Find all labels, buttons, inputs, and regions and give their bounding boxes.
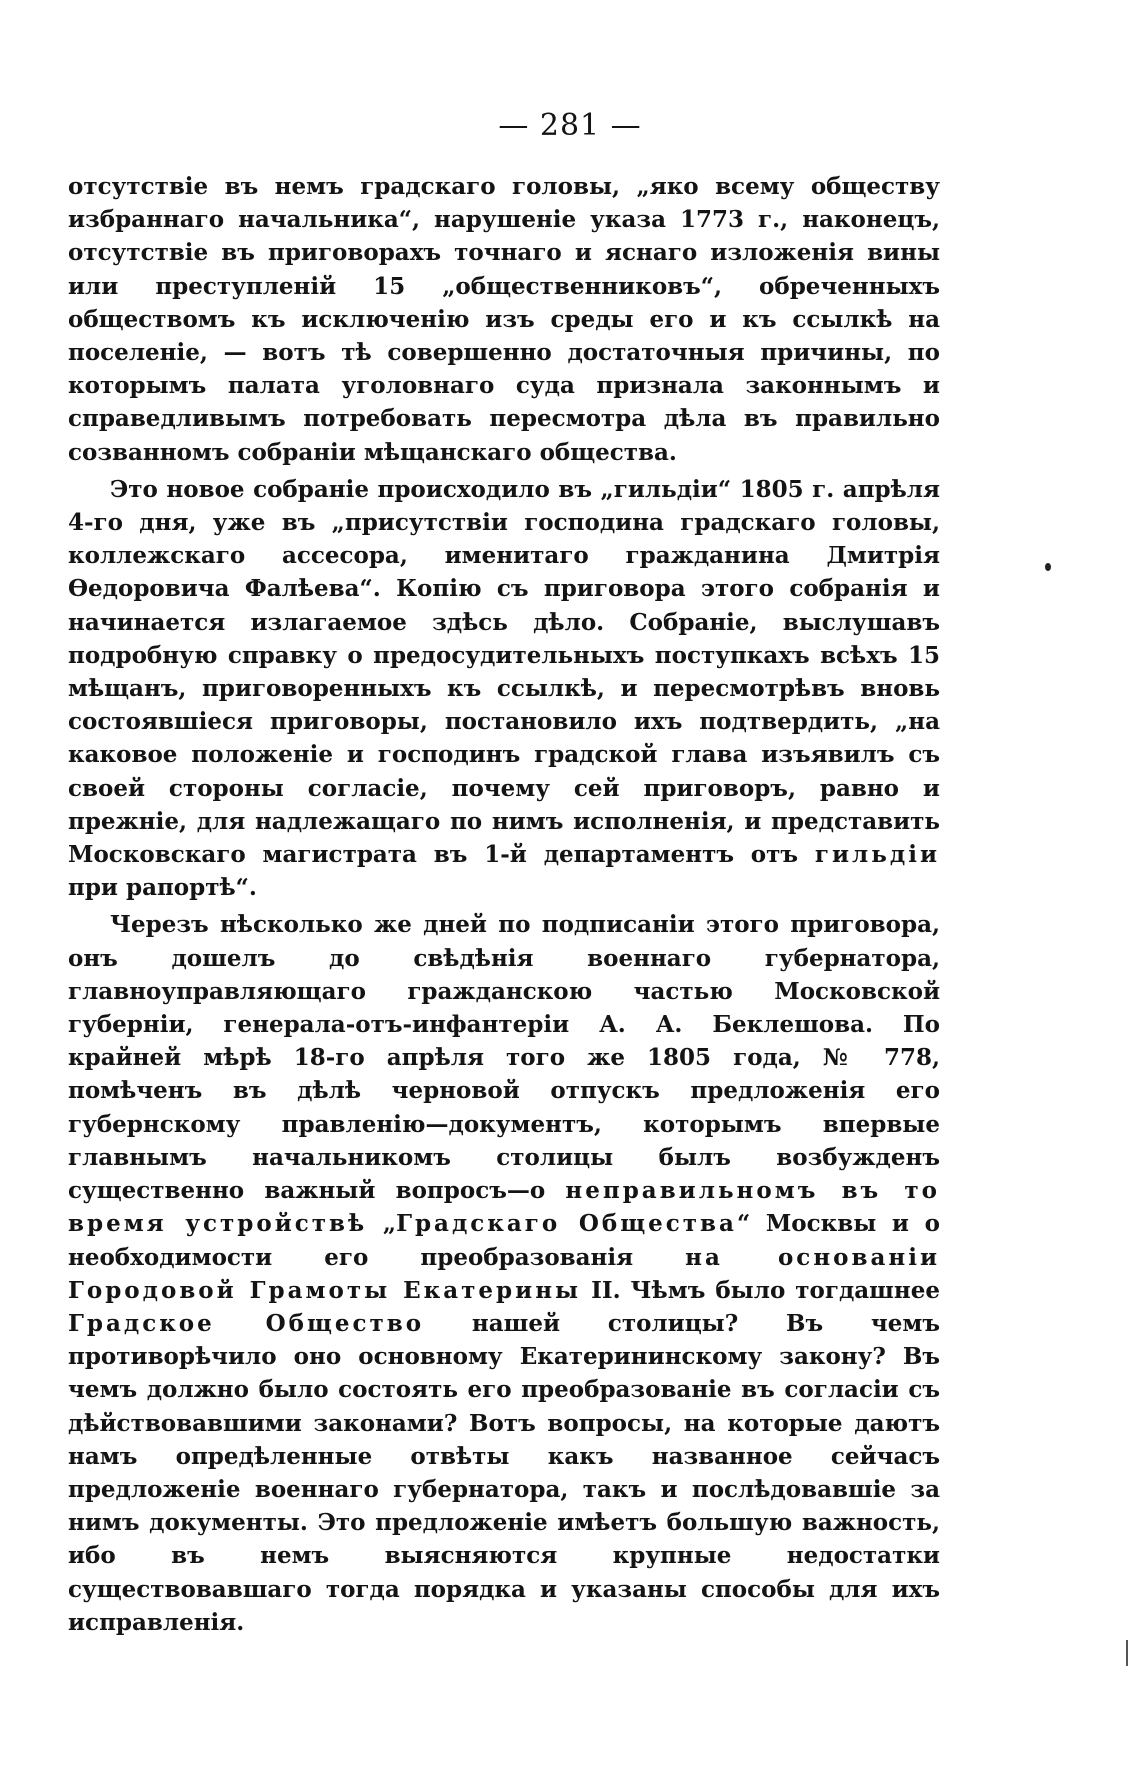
spaced-emphasis: на основаніи Городовой Грамоты Екатерины <box>68 1243 941 1304</box>
text-run: “ Москвы и о необходимости его преобразованія <box>68 1210 940 1271</box>
page-number: — 281 — <box>498 108 642 143</box>
text-run: нашей столицы? Въ чемъ противорѣчило оно основному Екатерининскому закону? Въ чемъ должно было состоять его преобразованіе въ согласіи съ дѣйствовавшими законами? Вотъ вопросы, на которые даютъ намъ опредѣленные отвѣты какъ названное сейчасъ предложеніе военнаго губернатора, такъ и послѣдовавшіе за нимъ документы. Это предложеніе имѣетъ большую важность, ибо въ немъ выясняются крупные недостатки существовавшаго тогда порядка и указаны способы для ихъ исправленія. <box>68 1309 940 1636</box>
spaced-emphasis: Градское Общество <box>68 1309 425 1337</box>
text-run: „ <box>367 1210 397 1238</box>
paragraph-2 <box>68 473 940 905</box>
text-run: II. Чѣмъ было тогдашнее <box>581 1276 940 1304</box>
text-run: отсутствіе въ немъ градскаго головы, „яко всему обществу избраннаго начальника“, нарушеніе указа 1773 г., наконецъ, отсутствіе въ приговорахъ точнаго и яснаго изложенія вины или преступленій 15 „общественниковъ“, обреченныхъ обществомъ къ исключенію изъ среды его и къ ссылкѣ на поселеніе, — вотъ тѣ совершенно достаточныя причины, по которымъ палата уголовнаго суда признала законнымъ и справедливымъ потребовать пересмотра дѣла въ правильно созванномъ собраніи мѣщанскаго общества. <box>68 173 940 466</box>
text-run: при рапортѣ“. <box>68 874 257 902</box>
body-text <box>68 170 940 1639</box>
spaced-emphasis: Градскаго Общества <box>396 1210 737 1238</box>
paragraph-1 <box>68 170 940 469</box>
margin-dot-mark <box>1045 563 1051 571</box>
spaced-emphasis: неправильномъ въ то время устройствѣ <box>68 1177 941 1238</box>
edge-scan-mark <box>1126 1640 1128 1666</box>
spaced-emphasis: гильдіи <box>814 841 940 869</box>
text-run: Черезъ нѣсколько же дней по подписаніи этого приговора, онъ дошелъ до свѣдѣнія военнаго губернатора, главноуправляющаго гражданскою частью Московской губерніи, генерала-отъ-инфантеріи А. А. Беклешова. По крайней мѣрѣ 18-го апрѣля того же 1805 года, № 778, помѣченъ въ дѣлѣ черновой отпускъ предложенія его губернскому правленію—документъ, которымъ впервые главнымъ начальникомъ столицы былъ возбужденъ существенно важный вопросъ—о <box>68 911 940 1205</box>
paragraph-3 <box>68 908 940 1638</box>
text-run: Это новое собраніе происходило въ „гильдіи“ 1805 г. апрѣля 4-го дня, уже въ „присутствіи господина градскаго головы, коллежскаго ассесора, именитаго гражданина Дмитрія Өедоровича Фалѣева“. Копію съ приговора этого собранія и начинается излагаемое здѣсь дѣло. Собраніе, выслушавъ подробную справку о предосудительныхъ поступкахъ всѣхъ 15 мѣщанъ, приговоренныхъ къ ссылкѣ, и пересмотрѣвъ вновь состоявшіеся приговоры, постановило ихъ подтвердить, „на каковое положеніе и господинъ градской глава изъявилъ съ своей стороны согласіе, почему сей приговоръ, равно и прежніе, для надлежащаго по нимъ исполненія, и представить Московскаго магистрата въ 1-й департаментъ отъ <box>68 475 940 869</box>
